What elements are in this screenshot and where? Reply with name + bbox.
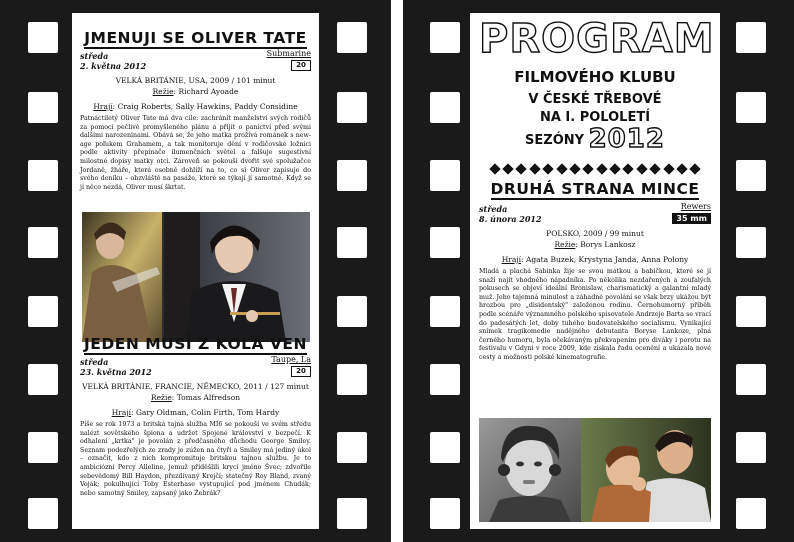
film1-production: VELKÁ BRITÁNIE, USA, 2009 / 101 minut <box>115 76 276 85</box>
sprocket-hole <box>28 92 58 123</box>
season-year: 2012 <box>588 124 665 154</box>
film2-production: VELKÁ BRITÁNIE, FRANCIE, NĚMECKO, 2011 / 127 minut <box>82 382 309 391</box>
right-film-strip <box>403 0 794 542</box>
sprocket-hole <box>337 432 367 463</box>
film1-cast: Hrají: Craig Roberts, Sally Hawkins, Paddy Considine <box>93 102 298 111</box>
film3-format-badge: 35 mm <box>672 213 711 224</box>
sprocket-hole <box>28 22 58 53</box>
sprocket-hole <box>736 227 766 258</box>
sprocket-hole <box>337 364 367 395</box>
sprocket-hole <box>736 160 766 191</box>
sprocket-hole <box>430 160 460 191</box>
film1-director: Režie: Richard Ayoade <box>152 87 239 96</box>
film3-meta <box>479 202 711 224</box>
sprocket-hole <box>28 498 58 529</box>
film2-cast: Hrají: Gary Oldman, Colin Firth, Tom Hardy <box>111 408 280 417</box>
sprocket-hole <box>736 432 766 463</box>
sprocket-hole <box>337 22 367 53</box>
sprocket-hole <box>28 227 58 258</box>
header-line-1: FILMOVÉHO KLUBU <box>514 68 676 86</box>
sprocket-hole <box>736 296 766 327</box>
sprocket-hole <box>28 296 58 327</box>
sprocket-hole <box>337 227 367 258</box>
sprocket-hole <box>430 92 460 123</box>
film3-description: Mladá a plachá Sabinka žije se svou matkou a babičkou, které se jí snaží najít vhodného nápadníka. Po několika nezdařených a zoufalých pokusech se objeví ideální Bronislaw, charismatický a galantní mladý muž. Jeho tajemná minulost a záhadné povolání se však brzy ukážou být hrozbou pro „disidentský" založenou rodinu. Černohumorný příběh podle scénáře významného polského spisovatele Andrzeje Barta se vrací do padesátých let, doby tuhého budovatelského socialismu. Vynikající snímek tragikomedie nadějného debutanta Boryse Lankoze, plná černého humoru, byla očekávaným překvapením pro diváky i porotu na festivalu v Gdyni v roce 2009, kde získala řadu ocenění a ukázala nové cesty a možnosti polské kinematografie. <box>479 268 711 361</box>
sprocket-hole <box>337 160 367 191</box>
film1-title: JMENUJI SE OLIVER TATE <box>84 29 307 47</box>
film2-day: středa <box>80 357 109 367</box>
left-page <box>72 13 319 529</box>
film3-director: Režie: Borys Lankosz <box>554 240 636 249</box>
sprocket-hole <box>430 227 460 258</box>
sprocket-hole <box>430 296 460 327</box>
film2-meta <box>80 355 311 377</box>
film1-day: středa <box>80 51 109 61</box>
sprocket-hole <box>736 92 766 123</box>
film1-still-image <box>82 212 310 342</box>
sprocket-hole <box>337 296 367 327</box>
header-line-3: NA I. POLOLETÍ <box>539 110 651 125</box>
header-line-2: V ČESKÉ TŘEBOVÉ <box>528 92 662 107</box>
sprocket-hole <box>736 22 766 53</box>
film2-title: JEDEN MUSÍ Z KOLA VEN <box>84 335 307 353</box>
film3-title: DRUHÁ STRANA MINCE <box>490 180 700 198</box>
film1-age-badge: 20 <box>291 60 311 71</box>
sprocket-hole <box>430 22 460 53</box>
sprocket-hole <box>736 364 766 395</box>
header-line-4: SEZÓNY 2012 <box>525 124 665 154</box>
film2-date: 23. května 2012 <box>80 367 152 377</box>
film2-description: Píše se rok 1973 a britská tajná služba MI6 se pokouší ve svém středu nalézt sovětského špiona a udržet Spojené království v bezpečí. K odhalení „krtka" je povolán z předčasného důchodu George Smiley. Seznam podezřelých ze zrady je zúžen na čtyři a Smiley má jediný úkol – označit, kdo z nich kompromituje britskou tajnou službu. Je to ambiciózní Percy Alleline, jemuž příděšlili krycí jméno Švec; zdvořile sebevědomý Bill Haydon, přezdívaný Krejčí; statečný Roy Bland, zvaný Voják; pokulhující Toby Esterhase vystupující pod jménem Chudák; nebo samotný Smiley, zapsaný jako Žebrák? <box>80 421 311 497</box>
program-heading: PROGRAM <box>479 16 715 62</box>
film3-date: 8. února 2012 <box>479 214 542 224</box>
diamond-divider <box>479 158 711 170</box>
sprocket-hole <box>28 432 58 463</box>
film2-age-badge: 20 <box>291 366 311 377</box>
sprocket-hole <box>430 364 460 395</box>
film3-day: středa <box>479 204 508 214</box>
film1-still-drawing <box>82 212 310 342</box>
sprocket-hole <box>337 498 367 529</box>
film3-original-title: Rewers <box>680 202 711 211</box>
film2-director: Režie: Tomas Alfredson <box>150 393 241 402</box>
sprocket-hole <box>430 432 460 463</box>
film1-original-title: Submarine <box>266 49 311 58</box>
sprocket-hole <box>28 160 58 191</box>
sprocket-hole <box>28 364 58 395</box>
film1-description: Patnáctiletý Oliver Tate má dva cíle: zachránit manželství svých rodičů za pomoci pečlivě promyšleného plánu a přijít o panictví před svými dalšími narozeninami. Obává se, že jeho matka prožívá románek s new-age poľukem Grahamem, a tak monitoruje dění v rodičovské ložnici podle aktivity přepínače ilumenčních světel a falšuje sugestivní milostné dopisy matky otci. Zároveň se pokouší dvořit své spolužačce Jordaně, žháře, která osobně dohlíží na to, co si Oliver zapisuje do svého deníku – obzvláště na pasáže, které se týkají jí samotné. Když se jí něco nezdá, Oliver musí škrtat. <box>80 115 311 191</box>
right-page <box>470 13 720 529</box>
left-film-strip <box>0 0 391 542</box>
sprocket-hole <box>736 498 766 529</box>
film1-date: 2. května 2012 <box>80 61 147 71</box>
film1-meta <box>80 49 311 71</box>
sprocket-hole <box>337 92 367 123</box>
film3-production: POLSKO, 2009 / 99 minut <box>546 229 644 238</box>
film3-still-drawing <box>479 418 711 522</box>
sprocket-hole <box>430 498 460 529</box>
film3-still-image <box>479 418 711 522</box>
film3-cast: Hrají: Agata Buzek, Krystyna Janda, Anna Polony <box>501 255 689 264</box>
film2-original-title: Taupe, La <box>271 355 311 364</box>
